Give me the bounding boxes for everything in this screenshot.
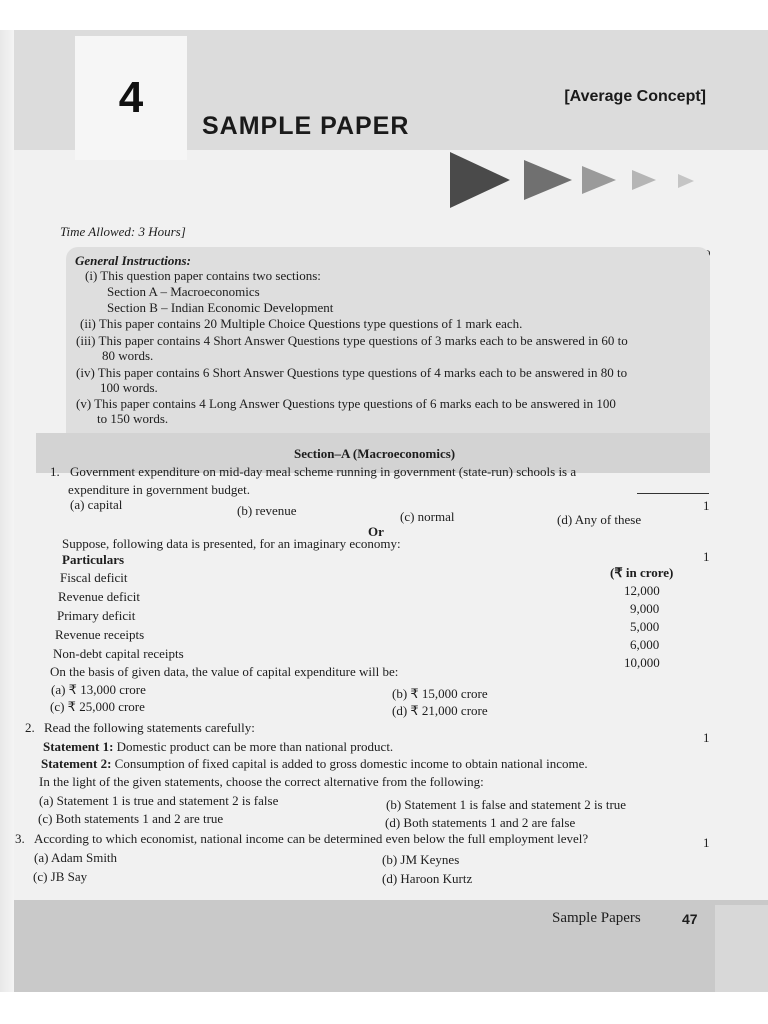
table-row-label: Revenue deficit	[58, 589, 140, 604]
q1-option-d: (d) Any of these	[557, 512, 642, 527]
paper-number: 4	[75, 36, 187, 160]
arrow-5-icon	[678, 174, 694, 188]
q1-or: Or	[368, 524, 384, 539]
table-row-value: 9,000	[630, 601, 660, 616]
arrow-3-icon	[582, 166, 616, 194]
q1-alt-marks: 1	[703, 549, 710, 564]
instruction-1: (i) This question paper contains two sections:	[85, 268, 321, 283]
table-row-label: Revenue receipts	[55, 627, 145, 642]
table-row-label: Primary deficit	[57, 608, 136, 623]
table-row-label: Fiscal deficit	[60, 570, 128, 585]
q2-statement-2	[41, 756, 588, 772]
table-row-value: 6,000	[630, 637, 660, 652]
q2-line1: Read the following statements carefully:	[44, 720, 255, 735]
table-header-unit: (₹ in crore)	[610, 565, 674, 580]
page-edge-shadow	[0, 30, 14, 992]
page-number: 47	[682, 911, 698, 927]
q2-option-a: (a) Statement 1 is true and statement 2 is false	[39, 793, 279, 808]
footer-tab	[715, 905, 768, 992]
arrow-1-icon	[450, 152, 510, 208]
instruction-4: (iv) This paper contains 6 Short Answer Questions type questions of 4 marks each to be answered in 80 to	[76, 365, 628, 380]
table-row-value: 12,000	[624, 583, 660, 598]
instruction-section-b: Section B – Indian Economic Development	[107, 300, 334, 315]
q3-option-a: (a) Adam Smith	[34, 850, 118, 865]
q2-line4: In the light of the given statements, choose the correct alternative from the following:	[39, 774, 484, 789]
instruction-section-a: Section A – Macroeconomics	[107, 284, 260, 299]
instruction-5-cont: to 150 words.	[97, 411, 169, 426]
concept-label: [Average Concept]	[564, 88, 706, 105]
q2-statement-2-label: Statement 2:	[41, 756, 112, 771]
table-header-particulars: Particulars	[62, 552, 125, 567]
q1-option-a: (a) capital	[70, 497, 123, 512]
q3-number: 3.	[15, 831, 25, 846]
instruction-4-cont: 100 words.	[100, 380, 158, 395]
q1-alt-question: On the basis of given data, the value of capital expenditure will be:	[50, 664, 399, 679]
table-row-value: 5,000	[630, 619, 660, 634]
table-row-value: 10,000	[624, 655, 660, 670]
footer-label: Sample Papers	[552, 910, 641, 926]
q2-statement-1-label: Statement 1:	[43, 739, 114, 754]
q2-option-d: (d) Both statements 1 and 2 are false	[385, 815, 576, 830]
footer-band	[14, 900, 768, 992]
q2-marks: 1	[703, 730, 710, 745]
decorative-arrows	[448, 150, 708, 214]
q1-line2: expenditure in government budget.	[68, 482, 250, 497]
instruction-2: (ii) This paper contains 20 Multiple Choice Questions type questions of 1 mark each.	[80, 316, 523, 331]
instructions-heading: General Instructions:	[75, 253, 191, 268]
q2-statement-1	[43, 739, 393, 755]
paper-title: SAMPLE PAPER	[202, 112, 410, 140]
q1-marks: 1	[703, 498, 710, 513]
q1-number: 1.	[50, 464, 60, 479]
q2-number: 2.	[25, 720, 35, 735]
instruction-3-cont: 80 words.	[102, 348, 154, 363]
q2-option-c: (c) Both statements 1 and 2 are true	[38, 811, 224, 826]
q1-alt-intro: Suppose, following data is presented, for an imaginary economy:	[62, 536, 401, 551]
section-a-title: Section–A (Macroeconomics)	[294, 446, 456, 461]
q1-alt-option-a: (a) ₹ 13,000 crore	[51, 682, 146, 697]
q1-alt-option-b: (b) ₹ 15,000 crore	[392, 686, 488, 701]
arrow-4-icon	[632, 170, 656, 190]
table-row-label: Non-debt capital receipts	[53, 646, 184, 661]
time-allowed: Time Allowed: 3 Hours]	[60, 224, 186, 239]
q3-marks: 1	[703, 835, 710, 850]
q1-alt-option-d: (d) ₹ 21,000 crore	[392, 703, 488, 718]
q1-alt-option-c: (c) ₹ 25,000 crore	[50, 699, 145, 714]
q1-blank	[637, 493, 709, 494]
q3-option-b: (b) JM Keynes	[382, 852, 460, 867]
q1-option-c: (c) normal	[400, 509, 455, 524]
q2-statement-1-text: Domestic product can be more than national product.	[116, 739, 394, 754]
q3-option-d: (d) Haroon Kurtz	[382, 871, 473, 886]
q2-option-b: (b) Statement 1 is false and statement 2 is true	[386, 797, 627, 812]
q1-option-b: (b) revenue	[237, 503, 297, 518]
q3-line1: According to which economist, national income can be determined even below the full employment level?	[34, 831, 589, 846]
q1-line1: Government expenditure on mid-day meal scheme running in government (state-run) schools is a	[70, 464, 577, 479]
arrow-2-icon	[524, 160, 572, 200]
q2-statement-2-text: Consumption of fixed capital is added to gross domestic income to obtain national income.	[114, 756, 588, 771]
instruction-5: (v) This paper contains 4 Long Answer Questions type questions of 6 marks each to be answered in 100	[76, 396, 616, 411]
q3-option-c: (c) JB Say	[33, 869, 88, 884]
instruction-3: (iii) This paper contains 4 Short Answer Questions type questions of 3 marks each to be answered in 60 to	[76, 333, 628, 348]
